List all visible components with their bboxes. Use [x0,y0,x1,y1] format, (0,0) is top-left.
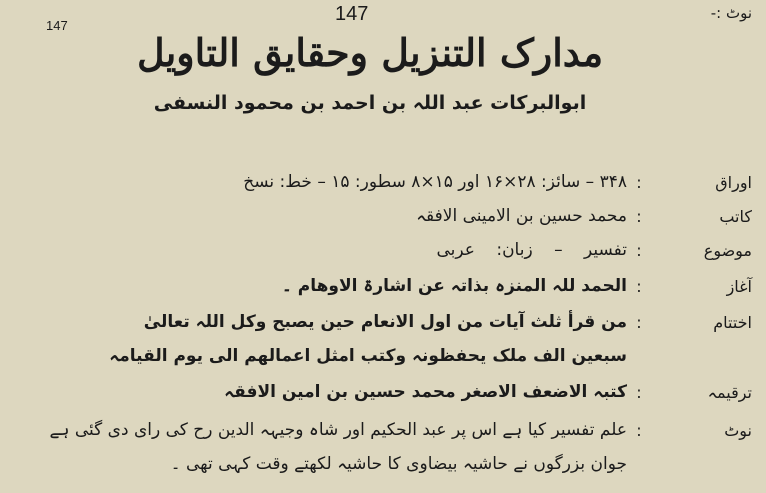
field-row-colophon [17,375,752,409]
field-colon: : [636,277,642,296]
field-value-continued: جوان بزرگوں نے حاشیہ بیضاوی کا حاشیہ لکھتے وقت کہی تھی ۔ [170,454,627,474]
field-label: کاتب [719,207,752,226]
field-value: علم تفسیر کیا ہے اس پر عبد الحکیم اور شاہ وجیہہ الدین رح کی رای دی گئی ہے [49,420,627,440]
field-label: اوراق [715,173,752,192]
field-row-incipit [17,269,752,303]
page-number: 147 [335,3,369,25]
field-value: الحمد للہ المنزہ بذاتہ عن اشارۃ الاوھام ۔ [281,276,627,296]
field-value: تفسیر – زبان: عربی [436,240,627,260]
corner-note-label: نوٹ :- [710,4,752,22]
field-label: اختتام [713,313,752,332]
field-row-explicit [17,305,752,373]
field-label: نوٹ [724,421,752,440]
field-value: ۳۴۸ – سائز: ۲۸×۱۶ اور ۱۵×۸ سطور: ۱۵ – خط: نسخ [243,172,627,192]
field-colon: : [636,173,642,192]
field-row-folios [17,165,752,199]
book-title: مدارک التنزیل وحقایق التاویل [136,30,604,75]
field-colon: : [636,207,642,226]
margin-page-number: 147 [46,18,68,33]
field-value: کتبہ الاضعف الاصغر محمد حسین بن امین الافقہ [224,382,627,402]
field-value-continued: سبعین الف ملک یحفظونہ وکتب امثل اعمالھم الی یوم القیامہ [109,346,627,366]
book-author: ابوالبرکات عبد اللہ بن احمد بن محمود النسفی [153,92,587,114]
field-colon: : [636,241,642,260]
field-value: من قرأ ثلث آیات من اول الانعام حین یصبح وکل اللہ تعالیٰ [143,312,627,332]
field-value: محمد حسین بن الامینی الافقہ [416,206,627,226]
field-row-subject [17,233,752,267]
field-label: ترقیمہ [707,383,752,402]
field-colon: : [636,383,642,402]
field-colon: : [636,313,642,332]
field-label: موضوع [703,241,752,260]
field-row-scribe [17,199,752,233]
field-colon: : [636,421,642,440]
field-label: آغاز [726,277,752,296]
field-row-note [17,413,752,481]
